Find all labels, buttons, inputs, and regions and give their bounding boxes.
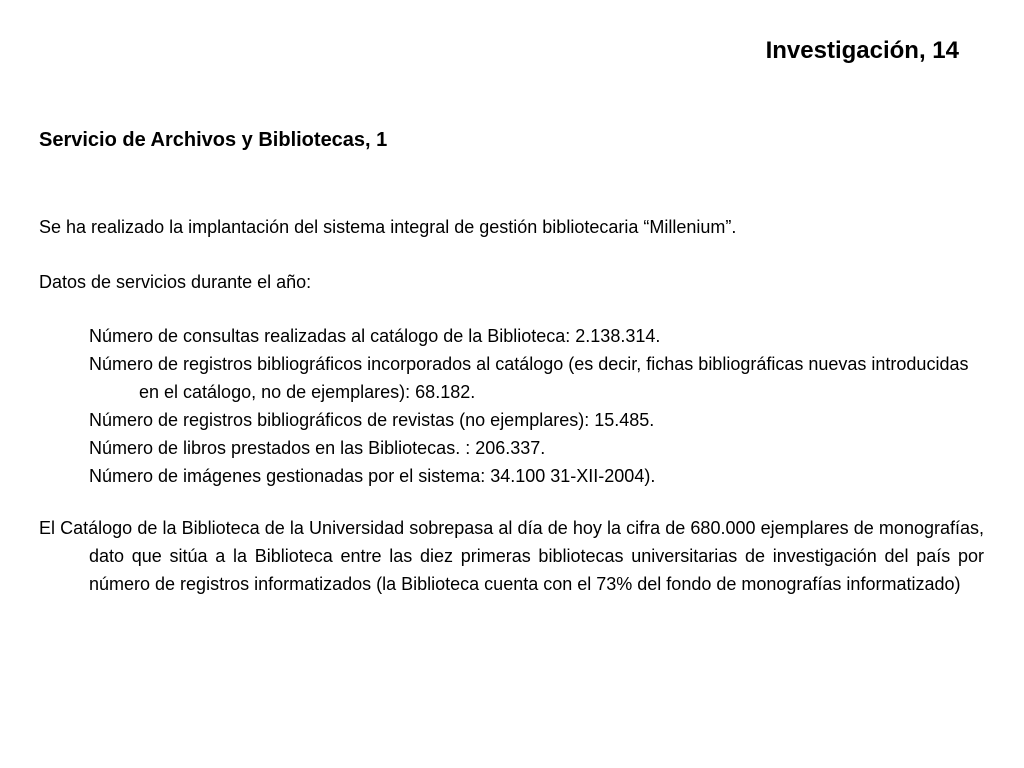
intro-paragraph: Se ha realizado la implantación del sistema integral de gestión bibliotecaria “Millenium”. (39, 217, 737, 237)
services-heading: Datos de servicios durante el año: (39, 272, 312, 292)
stat-item-book-loans: Número de libros prestados en las Bibliotecas. : 206.337. (89, 438, 546, 458)
catalog-paragraph: El Catálogo de la Biblioteca de la Universidad sobrepasa al día de hoy la cifra de 680.000 ejemplares de monografías, dato que sitúa a la Biblioteca entre las diez primeras bibliotecas universitarias de investigación del país por número de registros informatizados (la Biblioteca cuenta con el 73% del fondo de monografías informatizado) (39, 518, 984, 594)
section-title: Servicio de Archivos y Bibliotecas, 1 (39, 129, 388, 151)
stats-list (89, 322, 989, 490)
stat-item-bibliographic-records: Número de registros bibliográficos incorporados al catálogo (es decir, fichas bibliográficas nuevas introducidas en el catálogo, no de ejemplares): 68.182. (89, 354, 969, 402)
stat-item-managed-images: Número de imágenes gestionadas por el sistema: 34.100 31-XII-2004). (89, 466, 656, 486)
stat-item-journal-records: Número de registros bibliográficos de revistas (no ejemplares): 15.485. (89, 410, 655, 430)
stat-item-catalog-queries: Número de consultas realizadas al catálogo de la Biblioteca: 2.138.314. (89, 326, 661, 346)
page-title: Investigación, 14 (765, 37, 959, 64)
